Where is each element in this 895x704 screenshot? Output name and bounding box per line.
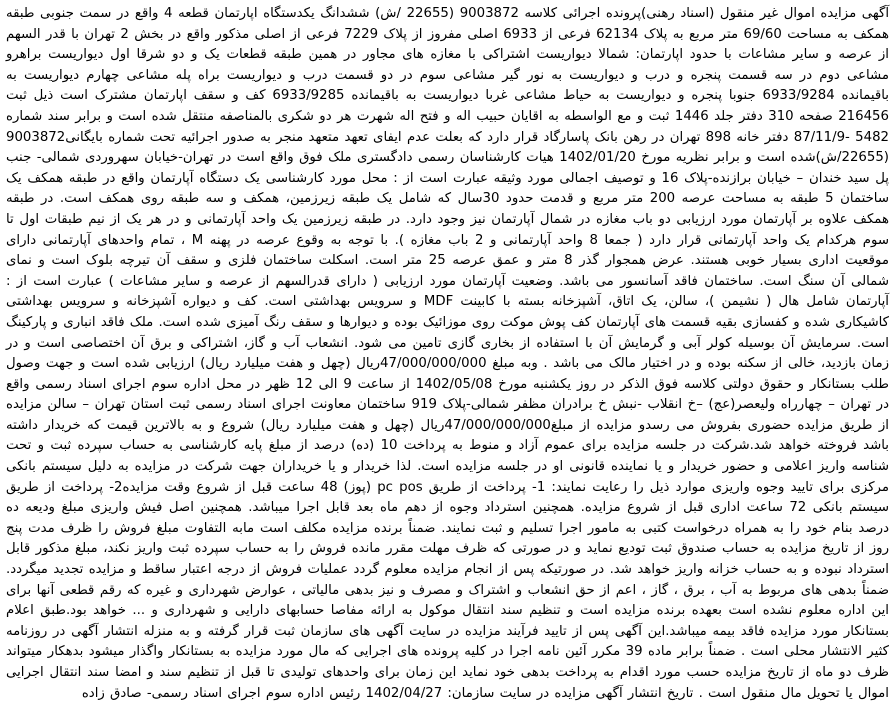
auction-notice-text: آگهی مزایده اموال غیر منقول (اسناد رهنی)پرونده اجرائی کلاسه 9003872 (22655 /ش) ششدانگ یکدستگاه اپارتمان قطعه 4 واقع در سمت جنوبی طبقه همکف به مساحت 69/60 متر مربع به پلاک 62134 فرعی از 6933 اصلی مفروز از پلاک 7229 فرعی از اصلی مذکور واقع در بخش 2 تهران با قدر السهم از عرصه و سایر مشاعات با حدود اپارتمان: شمالا دیواریست اشتراکی با مغازه های مجاور در همین طبقه قطعات یک و دو شرقا اول دیواریست براهرو مشاعی دوم در سه قسمت پنجره و درب و دیواریست به نور گیر مشاعی سوم در دو قسمت درب و دیواریست براه پله مشاعی چهارم دیواریست به باقیمانده 6933/9284 جنوبا پنجره و دیواریست به حیاط مشاعی غربا دیواریست به باقیمانده 6933/9285 کف و سقف اپارتمان مشترک است ذیل ثبت 216456 صفحه 310 دفتر جلد 1446 ثبت و مع الواسطه به اقایان حبیب اله و فتح اله شهرت هر دو شکری بالمناصفه منتقل شده است و برابر سند شماره 5482 -87/11/9 دفتر خانه 898 تهران در رهن بانک پاسارگاد قرار دارد که بعلت عدم ایفای تعهد متعهد منجر به صدور اجرائیه تحت شماره بایگانی9003872 (22655/ش)شده است و برابر نظریه مورخ 1402/01/20 هیات کارشناسان رسمی دادگستری ملک فوق واقع است در تهران-خیابان سهروردی شمالی- جنب پل سید خندان – خیابان برازنده-پلاک 16 و توصیف اجمالی مورد وثیقه عبارت است از : محل مورد کارشناسی یک دستگاه آپارتمان واقع در طبقه همکف یک ساختمان 5 طبقه به مساحت عرصه 200 متر مربع و قدمت حدود 30سال که شامل یک طبقه زیرزمین، همکف و سه طبقه روی همکف است. در طبقه همکف علاوه بر آپارتمان مورد ارزیابی دو باب مغازه در شمال آپارتمان نیز وجود دارد. در طبقه زیرزمین یک واحد آپارتمانی و در هر یک از نیم طبقات اول تا سوم هرکدام یک واحد آپارتمانی قرار دارد ( جمعا 8 واحد آپارتمانی و 2 باب مغازه ). با توجه به وقوع عرصه در پهنه M ، تمام واحدهای آپارتمانی دارای موقعیت اداری بسیار خوبی هستند. عرض همجوار گذر 8 متر و عمق عرصه 25 متر است. اسکلت ساختمان فلزی و سقف آن تیرچه بلوک است و نمای شمالی آن سنگ است. ساختمان فاقد آسانسور می باشد. وضعیت آپارتمان مورد ارزیابی ( دارای قدرالسهم از عرصه و سایر مشاعات ) عبارت است از : آپارتمان شامل هال ( نشیمن )، سالن، یک اتاق، آشپزخانه بسته با کابینت MDF و سرویس بهداشتی است. کف و دیواره آشپزخانه و سرویس بهداشتی کاشیکاری شده و کفسازی بقیه قسمت های آپارتمان کف پوش موکت روی موزائیک بوده و دیوارها و سقف رنگ آمیزی شده است. ملک فاقد انباری و پارکینگ است. سرمایش آن بوسیله کولر آبی و گرمایش آن با استفاده از بخاری گازی تامین می شود. انشعاب آب و گاز، اشتراکی و برق آن اختصاصی است و در زمان بازدید، خالی از سکنه بوده و در اختیار مالک می باشد . وبه مبلغ 47/000/000/000ریال (چهل و هفت میلیارد ریال) ارزیابی شده است و جهت وصول طلب بستانکار و حقوق دولتی کلاسه فوق الذکر در روز یکشنبه مورخ 1402/05/08 از ساعت 9 الی 12 ظهر در محل اداره سوم اجرای اسناد رسمی واقع در تهران – چهارراه ولیعصر(عج) –خ انقلاب -نبش خ برادران مظفر شمالی-پلاک 919 ساختمان معاونت اجرای اسناد رسمی ثبت استان تهران – سالن مزایده از طریق مزایده حضوری بفروش می رسدو مزایده از مبلغ47/000/000/000ریال (چهل و هفت میلیارد ریال) شروع و به بالاترین قیمت که خریدار داشته باشد فروخته خواهد شد.شرکت در جلسه مزایده برای عموم آزاد و منوط به پرداخت 10 (ده) درصد از مبلغ پایه کارشناسی به حساب سپرده ثبت و تحت شناسه واریز اعلامی و حضور خریدار و یا نماینده قانونی او در جلسه مزایده است. لذا خریدار و یا خریداران جهت شرکت در مزایده به دلیل سیستم بانکی مرکزی برای تایید وجوه واریزی موارد ذیل را رعایت نمایند: 1- پرداخت از طریق pc pos (پوز) 48 ساعت قبل از شروع وقت مزایده2- پرداخت از طریق سیستم بانکی 72 ساعت اداری قبل از شروع مزایده. همچنین استرداد وجوه از دهم ماه بعد قابل اجرا میباشد. همچنین اصل فیش واریزی مبلغ ودیعه ده درصد بنام خود را به همراه درخواست کتبی به مامور اجرا تسلیم و ثبت نمایند. ضمناً برنده مزایده مکلف است مابه التفاوت مبلغ فروش را ظرف مدت پنج روز از تاریخ مزایده به حساب صندوق ثبت تودیع نماید و در صورتی که ظرف مهلت مقرر مانده فروش را به حساب سپرده ثبت واریز نکند، مبلغ مذکور قابل استرداد نبوده و به حساب خزانه واریز خواهد شد. در صورتیکه پس از انجام مزایده معلوم گردد عملیات فروش از درجه اعتبار ساقط و مزایده تجدید میگردد. ضمناً بدهی های مربوط به آب ، برق ، گاز ، اعم از حق انشعاب و اشتراک و مصرف و نیز بدهی مالیاتی ، عوارض شهرداری و غیره که رقم قطعی آنها برای این اداره معلوم نشده است بعهده برنده مزایده است و تنظیم سند انتقال موکول به ارائه مفاصا حسابهای دارایی و شهرداری و ... خواهد بود.طبق اعلام بستانکار مورد مزایده فاقد بیمه میباشد.این آگهی پس از تایید فرآیند مزایده در سایت آگهی های سازمان ثبت قرار گرفته و به منزله انتشار آگهی در روزنامه کثیر الانتشار محلی است . ضمناً برابر ماده 39 مکرر آئین نامه اجرا در کلیه پرونده های اجرایی که مال مورد مزایده به بستانکار واگذار میشود بدهکار میتواند ظرف دو ماه از تاریخ مزایده حسب مورد اقدام به پرداخت بدهی خود نماید این زمان برای واحدهای تولیدی تا قبل از تنظیم سند و امضا سند انتقال اجرایی اموال یا تحویل مال منقول است . تاریخ انتشار آگهی مزایده در سایت سازمان: 1402/04/27 رئیس اداره سوم اجرای اسناد رسمی- صادق زاده — [6, 6, 890, 701]
